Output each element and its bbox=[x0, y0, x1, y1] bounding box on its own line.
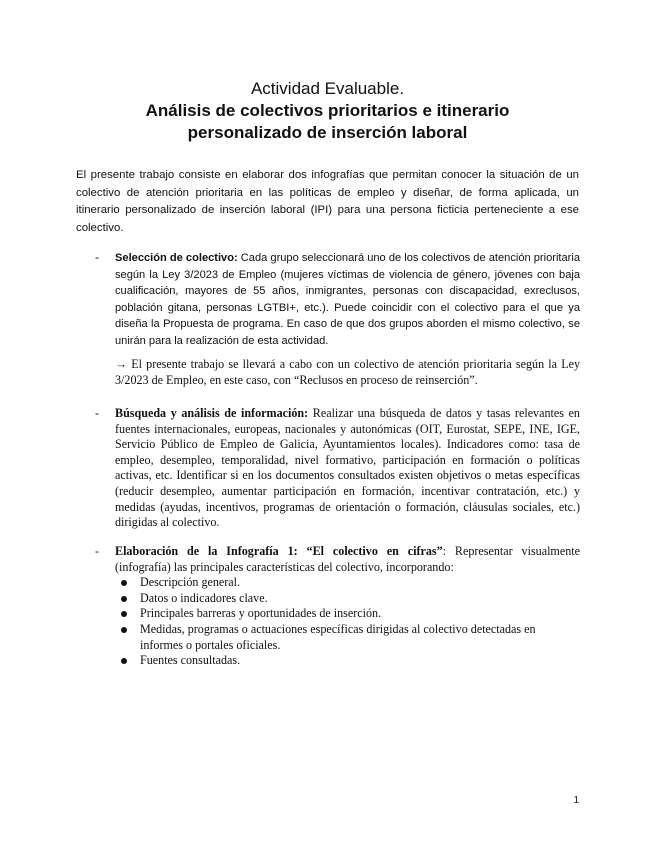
bullet-item: Fuentes consultadas. bbox=[115, 653, 580, 669]
bullet-item: Principales barreras y oportunidades de inserción. bbox=[115, 606, 580, 622]
bullet-item: Medidas, programas o actuaciones específicas dirigidas al colectivo detectadas en informes o portales oficiales. bbox=[115, 622, 580, 653]
dash-marker: - bbox=[95, 544, 99, 558]
item-text: Realizar una búsqueda de datos y tasas relevantes en fuentes internacionales, europeas, nacionales y autonómicas (OIT, Eurostat, SEPE, INE, IGE, Servicio Público de Empleo de Galicia, Ayuntamientos locales). Indicadores como: tasa de empleo, desempleo, temporalidad, nivel formativo, participación en formación o políticas activas, etc. Identificar si en los documentos consultados existen objetivos o metas específicas (reducir desempleo, aumentar participación en formación, incentivar contratación, etc.) y medidas (ayudas, incentivos, programas de orientación o formación, cláusulas sociales, etc.) dirigidas al colectivo. bbox=[115, 406, 580, 530]
bullet-dot-icon bbox=[121, 627, 127, 633]
document-title bbox=[76, 78, 579, 144]
item-heading: Selección de colectivo: bbox=[115, 252, 238, 264]
bullet-item: Descripción general. bbox=[115, 575, 580, 591]
bullet-list bbox=[115, 575, 580, 669]
item-heading: Búsqueda y análisis de información: bbox=[115, 406, 309, 420]
bullet-dot-icon bbox=[121, 580, 127, 586]
dash-marker: - bbox=[95, 406, 99, 420]
list-item-infografia bbox=[95, 544, 580, 669]
title-line-2: Análisis de colectivos prioritarios e itinerario bbox=[145, 101, 510, 120]
item-paragraph bbox=[115, 544, 580, 575]
item-text: : Representar visualmente (infografía) las principales características del colectivo, incorporando: bbox=[115, 544, 580, 574]
intro-paragraph: El presente trabajo consiste en elaborar dos infografías que permitan conocer la situación de un colectivo de atención prioritaria en las políticas de empleo y diseñar, de forma aplicada, un itinerario personalizado de inserción laboral (IPI) para una persona ficticia perteneciente a ese colectivo. bbox=[76, 169, 579, 234]
bullet-dot-icon bbox=[121, 658, 127, 664]
bullet-dot-icon bbox=[121, 611, 127, 617]
bullet-item: Datos o indicadores clave. bbox=[115, 591, 580, 607]
title-line-3: personalizado de inserción laboral bbox=[187, 123, 468, 142]
bullet-dot-icon bbox=[121, 596, 127, 602]
title-line-1: Actividad Evaluable. bbox=[250, 79, 405, 98]
item-text: Cada grupo seleccionará uno de los colectivos de atención prioritaria según la Ley 3/2023 de Empleo (mujeres víctimas de violencia de género, jóvenes con baja cualificación, mayores de 55 años, inmigrantes, personas con discapacidad, exreclusos, población gitana, personas LGTBI+, etc.). Puede coincidir con el colectivo para el que ya diseña la Propuesta de programa. En caso de que dos grupos aborden el mismo colectivo, se unirán para la realización de esta actividad. bbox=[115, 252, 580, 347]
item-paragraph bbox=[115, 406, 580, 531]
note-paragraph: → El presente trabajo se llevará a cabo con un colectivo de atención prioritaria según la Ley 3/2023 de Empleo, en este caso, con “Reclusos en proceso de reinserción”. bbox=[115, 357, 580, 387]
dash-marker: - bbox=[95, 250, 99, 264]
page-number: 1 bbox=[573, 795, 579, 806]
item-paragraph bbox=[115, 250, 580, 349]
list-item-busqueda bbox=[95, 406, 580, 531]
item-heading: Elaboración de la Infografía 1: “El colectivo en cifras” bbox=[115, 544, 443, 558]
list-item-seleccion bbox=[95, 250, 580, 349]
